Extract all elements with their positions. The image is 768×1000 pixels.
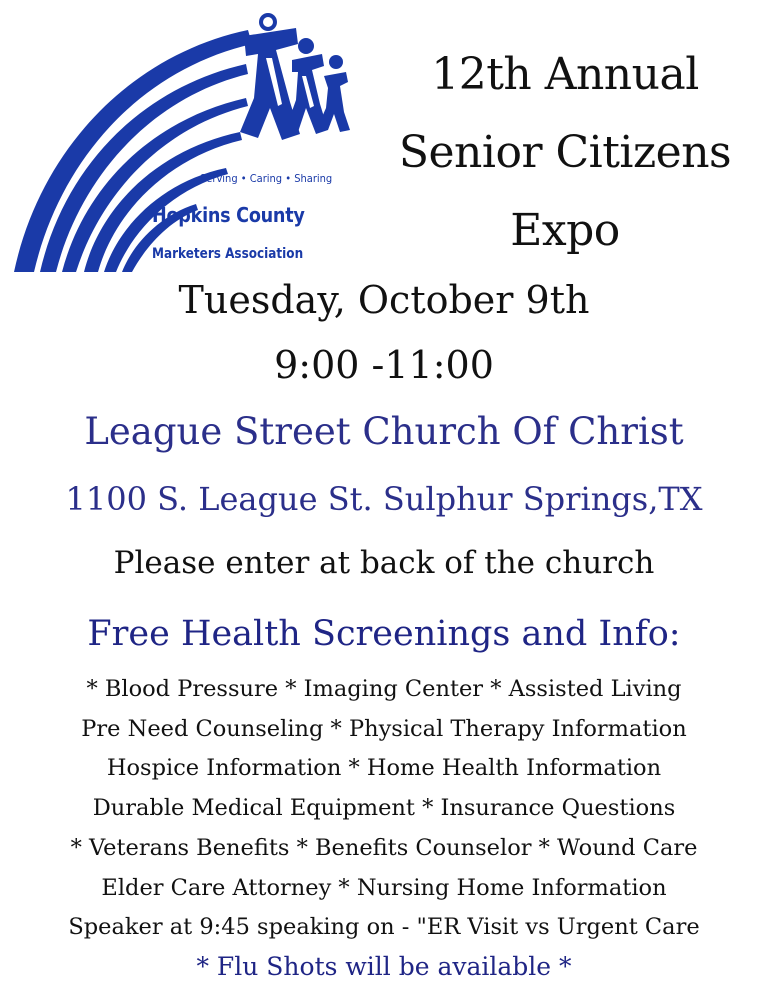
flu-shot-note: * Flu Shots will be available * (196, 952, 572, 981)
logo-org-subtitle: Marketers Association (152, 246, 304, 262)
logo-graphic-icon (0, 0, 360, 285)
list-item: Hospice Information * Home Health Information (106, 755, 662, 782)
list-item: Elder Care Attorney * Nursing Home Information (101, 874, 667, 901)
event-venue: League Street Church Of Christ (84, 410, 684, 453)
event-date: Tuesday, October 9th (178, 278, 590, 322)
logo-tagline: Serving • Caring • Sharing (200, 172, 333, 185)
list-item: Pre Need Counseling * Physical Therapy Information (81, 715, 687, 742)
list-item: * Veterans Benefits * Benefits Counselor * Wound Care (70, 834, 698, 861)
list-item: Durable Medical Equipment * Insurance Questions (92, 795, 676, 822)
hcma-logo (0, 0, 360, 285)
screenings-heading: Free Health Screenings and Info: (87, 614, 681, 654)
title-line-2: Senior Citizens (398, 127, 732, 178)
logo-org-name: Hopkins County (152, 203, 305, 227)
list-item: * Blood Pressure * Imaging Center * Assisted Living (86, 676, 682, 702)
entry-note: Please enter at back of the church (113, 545, 655, 581)
event-address: 1100 S. League St. Sulphur Springs,TX (65, 480, 703, 518)
screenings-list (0, 670, 768, 948)
list-item: Speaker at 9:45 speaking on - "ER Visit vs Urgent Care (68, 914, 700, 941)
title-line-1: 12th Annual (431, 49, 699, 100)
title-line-3: Expo (510, 205, 620, 256)
flyer-title (370, 36, 760, 270)
event-time: 9:00 -11:00 (274, 343, 494, 387)
